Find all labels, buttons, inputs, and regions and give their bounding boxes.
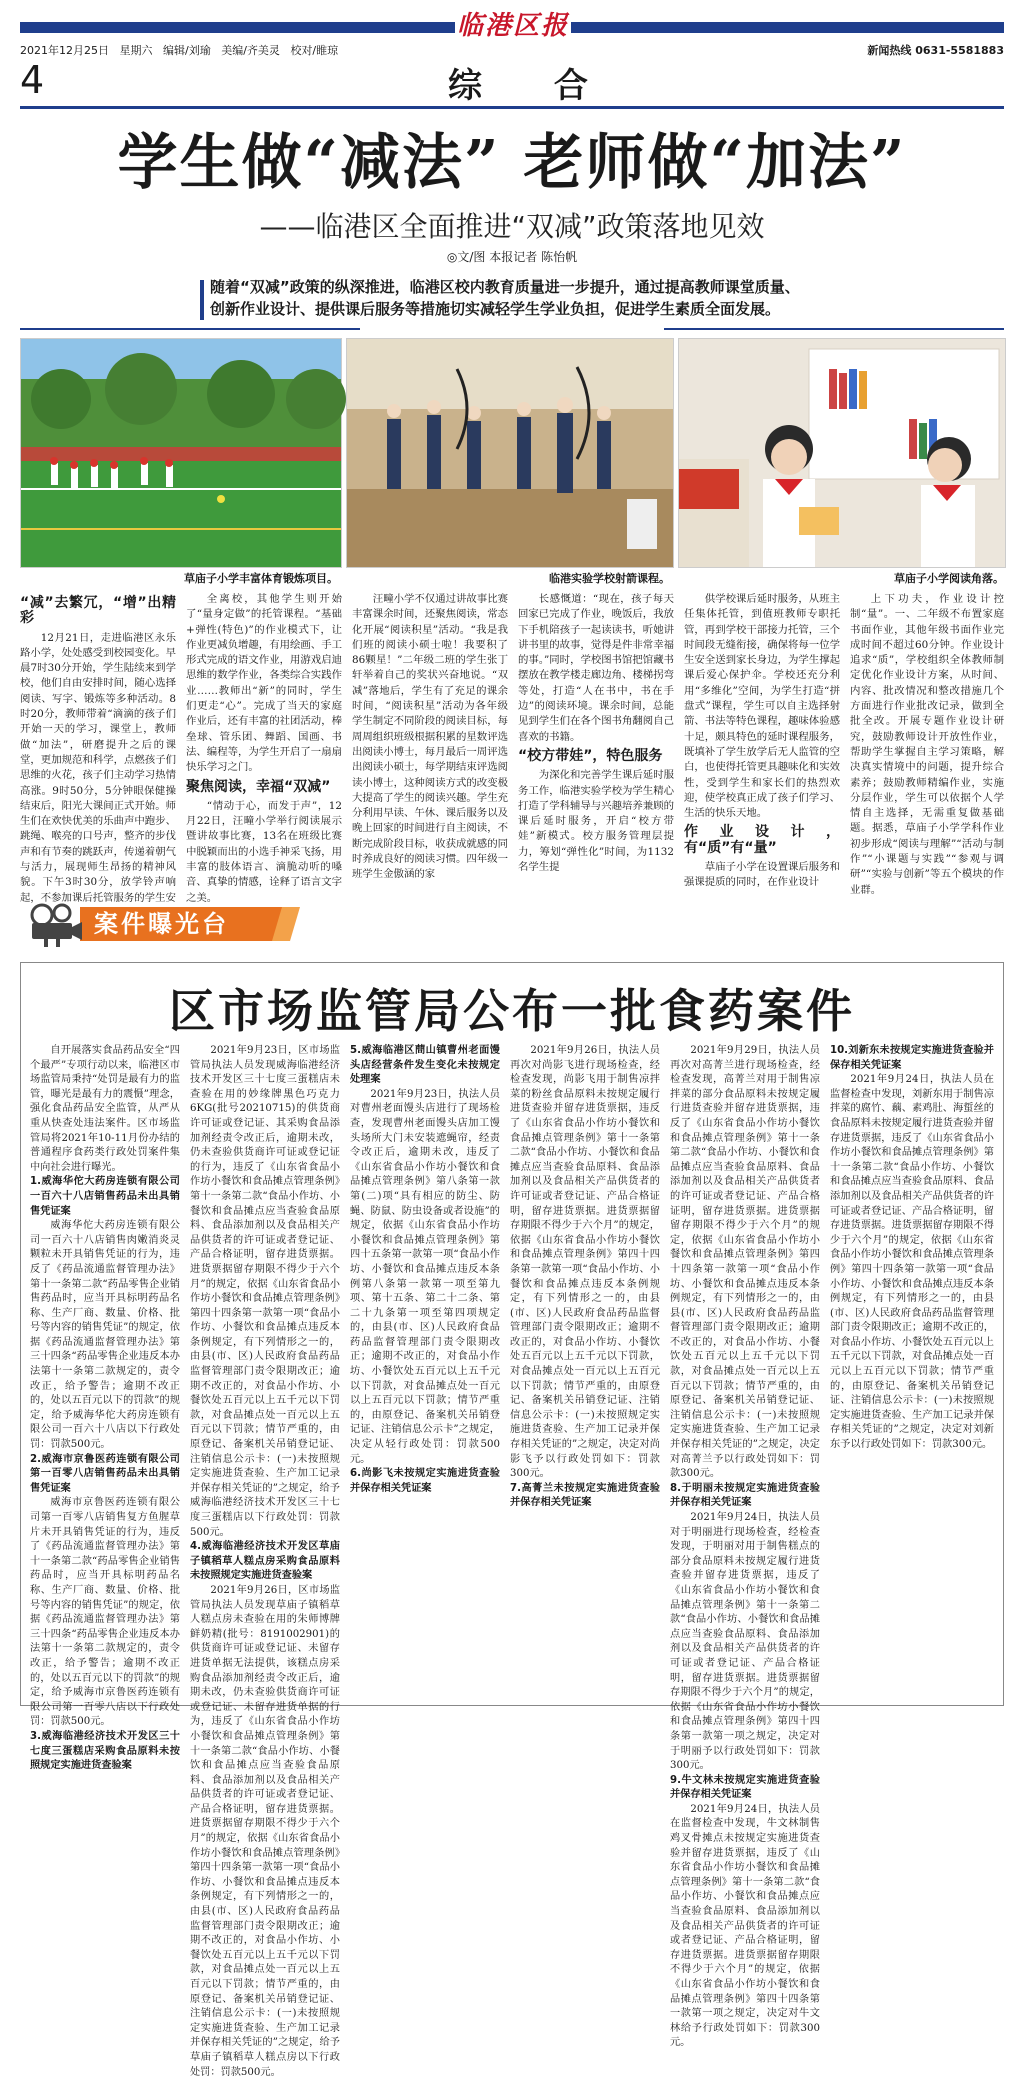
- article-column-1: [20, 592, 176, 904]
- header-rule: [20, 106, 1004, 109]
- article-column-6: [850, 592, 1004, 896]
- case-column-1: [30, 1044, 180, 1772]
- photo-sports-field: [20, 338, 342, 568]
- case-exposure-banner: [20, 897, 300, 949]
- photo-caption-2: 临港实验学校射箭课程。: [549, 572, 670, 585]
- case-heading-10: 10.刘新东未按规定实施进货查验并保存相关凭证案: [830, 1045, 994, 1071]
- proofreader: 校对/睢琼: [290, 44, 339, 57]
- article-paragraph: 长感慨道：“现在，孩子每天回家已完成了作业，晚饭后，我放下手机陪孩子一起读读书，听她讲讲书里的故事，觉得是件非常幸福的事。”同时，学校图书馆把馆藏书摆放在教学楼走廊边角、楼梯拐弯等处，打造“人在书中，书在手边”的阅读环境。课余时间，总能见到学生们在各个图书角翻阅自己喜欢的书籍。: [518, 593, 674, 743]
- designer: 美编/齐美灵: [221, 44, 280, 57]
- case-column-3: [350, 1044, 500, 1694]
- case-heading-7: 7.高菁兰未按规定实施进货查验并保存相关凭证案: [510, 1482, 660, 1509]
- photo-caption-1: 草庙子小学丰富体育锻炼项目。: [184, 572, 338, 585]
- case-body: 2021年9月24日，执法人员在监督检查中发现，刘新东用于制售凉拌菜的腐竹、藕、素鸡肚、海蜇丝的食品原料未按规定履行进货查验并留存进货票据，违反了《山东省食品小作坊小餐饮和食品摊点管理条例》第十一条第二款“食品小作坊、小餐饮和食品摊点应当查验食品原料、食品添加剂以及食品相关产品供货者的许可证或者登记证、产品合格证明，留存进货票据。进货票据留存期限不得少于六个月”的规定，依据《山东省食品小作坊小餐饮和食品摊点管理条例》第四十四条第一款第一项“食品小作坊、小餐饮和食品摊点违反本条例规定，有下列情形之一的，由县(市、区)人民政府食品药品监督管理部门责令限期改正；逾期不改正的，对食品小作坊、小餐饮处五百元以上五千元以下罚款，对食品摊点处一百元以上五百元以下罚款；情节严重的，由原登记、备案机关吊销登记证、注销信息公示卡：(一)未按照规定实施进货查验、生产加工记录并保存相关凭证的”之规定，决定对刘新东予以行政处罚如下：罚款300元。: [830, 1074, 994, 1451]
- case-heading-9: 9.牛文林未按规定实施进货查验并保存相关凭证案: [670, 1774, 820, 1801]
- case-heading-1: 1.威海华佗大药房连锁有限公司一百六十八店销售药品未出具销售凭证案: [30, 1176, 180, 1217]
- article-paragraph: 供学校课后延时服务，从班主任集体托管，到值班教师专职托管，再到学校干部接力托管，三个时间段无缝衔接，确保将每一位学生安全送到家长身边，为学生撑起课后爱心保护伞。学校还充分利用“多维化”空间，为学生打造“拼盘式”课程，学生可以自主选择射箭、书法等特色课程，趣味体验感十足，颇具特色的延时课程服务，既填补了学生放学后无人监管的空白，也使得托管更具趣味化和实效性，受到学生和家长们的热烈欢迎，使学校真正成了孩子们学习、生活的快乐天地。: [684, 593, 840, 820]
- newspaper-title: 临港区报: [456, 11, 569, 41]
- section-title: 综 合: [448, 66, 618, 106]
- article-paragraph: “情动于心，而发于声”，12月22日，汪疃小学举行阅读展示暨讲故事比赛，13名在班级比赛中脱颖而出的小选手神采飞扬，用丰富的肢体语言、滴脆动听的嗓音、真挚的情感，诠释了语言文字之美。: [186, 799, 342, 904]
- case-body: 2021年9月23日，执法人员对曹州老面馒头店进行了现场检查，发现曹州老面馒头店加工馒头场所大门未安装遮蝇帘，经责令改正后，逾期未改，违反了《山东省食品小作坊小餐饮和食品摊点管理条例》第八条第一款第(二)项“具有相应的防尘、防蝇、防鼠、防虫设备或者设施”的规定，依据《山东省食品小作坊小餐饮和食品摊点管理条例》第四十五条第一款第一项“食品小作坊、小餐饮和食品摊点违反本条例第八条第一款第一项至第九项、第十五条、第二十二条、第二十九条第一项至第四项规定的，由县(市、区)人民政府食品药品监督管理部门责令限期改正；逾期不改正的，对食品小作坊、小餐饮处五百元以上五千元以下罚款，对食品摊点处一百元以上五百元以下罚款；情节严重的，由原登记、备案机关吊销登记证、注销信息公示卡”之规定，决定从轻行政处罚：罚款500元。: [350, 1088, 500, 1465]
- case-body: 2021年9月24日，执法人员在监督检查中发现，牛文林制售鸡叉骨摊点未按规定实施进货查验并留存进货票据，违反了《山东省食品小作坊小餐饮和食品摊点管理条例》第十一条第二款“食品小作坊、小餐饮和食品摊点应当查验食品原料、食品添加剂以及食品相关产品供货者的许可证或者登记证、产品合格证明，留存进货票据。进货票据留存期限不得少于六个月”的规定，依据《山东省食品小作坊小餐饮和食品摊点管理条例》第四十四条第一款第一项之规定，决定对牛文林给予行政处罚如下：罚款300元。: [670, 1803, 820, 2049]
- article-subheading-3: “校方带娃”，特色服务: [518, 747, 663, 764]
- article-paragraph: 12月21日，走进临港区永乐路小学，处处感受到校园变化。早晨7时30分开始，学生陆续来到学校，他们自由安排时间，随心选择阅读、写字、锻炼等多种活动。8时20分，教师带着“滴滴的孩子们开始一天的学习，课堂上，教师做“加法”，研磨提升之后的课堂，更加规范和科学，点燃孩子们思维的火花，孩子们主动学习热情高涨。9时50分，5分钟眼保健操结束后，阳光大课间正式开始。师生们在欢快优美的乐曲声中跑步、跳绳、喉亮的口号声，整齐的步伐声和有节奏的跳跃声，传递着朝气与活力，展现师生昂扬的精神风貌。下午3时30分，放学铃声响起，不参加课后托管服务的学生安: [20, 631, 176, 904]
- case-heading-5: 5.威海临港区蔄山镇曹州老面馒头店经营条件发生变化未按规定处理案: [350, 1045, 500, 1086]
- article-column-5: [684, 592, 840, 892]
- editor: 编辑/刘瑜: [163, 44, 211, 57]
- article-subheading-1: “减”去繁冗，“增”出精彩: [20, 595, 176, 627]
- case-heading-6: 6.尚影飞未按规定实施进货查验并保存相关凭证案: [350, 1468, 500, 1494]
- case-section-title: 区市场监管局公布一批食药案件: [169, 984, 855, 1038]
- issue-date: 2021年12月25日: [20, 44, 109, 57]
- article-paragraph: 草庙子小学在设置课后服务和强课提质的同时，在作业设计: [684, 861, 840, 889]
- issue-date-line: [20, 42, 338, 58]
- case-heading-3: 3.威海临港经济技术开发区三十七度三蛋糕店采购食品原料未按照规定实施进货查验案: [30, 1730, 180, 1772]
- photo-archery-class: [346, 338, 674, 568]
- lead-rule-left: [20, 328, 360, 330]
- case-heading-2: 2.威海市京鲁医药连锁有限公司第一百零八店销售药品未出具销售凭证案: [30, 1453, 180, 1494]
- page-number: 4: [20, 58, 45, 102]
- photo-reading-corner: [678, 338, 1006, 568]
- article-paragraph: 上下功夫，作业设计控制“量”。一、二年级不布置家庭书面作业，其他年级书面作业完成时间不超过60分钟。作业设计追求“质”，学校组织全体教师制定优化作业设计方案，从时间、内容、批改情况和整改措施几个方面进行作业批改记录，做到全批全改。开展专题作业设计研究，鼓励教师设计开放性作业，帮助学生掌握自主学习策略，解决真实情境中的问题，提升综合素养；鼓励教师精编作业，实施分层作业，学生可以依据个人学情自主选择，无需重复做基础题。据悉，草庙子小学学科作业初步形成“阅读与理解”“活动与制作”“小课题与实践”“参观与调研”“实验与创新”等五个模块的作业群。: [850, 593, 1004, 896]
- lead-paragraph: 随着“双减”政策的纵深推进，临港区校内教育质量进一步提升，通过提高教师课堂质量、创新作业设计、提供课后服务等措施切实减轻学生学业负担，促进学生素质全面发展。: [210, 278, 800, 318]
- case-body: 2021年9月24日，执法人员对于明丽进行现场检查，经检查发现，于明丽对用于制售糕点的部分食品原料未按规定履行进货查验并留存进货票据，违反了《山东省食品小作坊小餐饮和食品摊点管理条例》第十一条第二款“食品小作坊、小餐饮和食品摊点应当查验食品原料、食品添加剂以及食品相关产品供货者的许可证或者登记证、产品合格证明，留存进货票据。进货票据留存期限不得少于六个月”的规定，依据《山东省食品小作坊小餐饮和食品摊点管理条例》第四十四条第一款第一项之规定，决定对于明丽予以行政处罚如下：罚款300元。: [670, 1512, 820, 1772]
- banner-label: 案件曝光台: [94, 910, 229, 938]
- case-body: 威海市京鲁医药连锁有限公司第一百零八店销售复方鱼腥草片未开具销售凭证的行为，违反了《药品流通监督管理办法》第十一条第二款“药品零售企业销售药品时，应当开具标明药品名称、生产厂商、数量、价格、批号等内容的销售凭证”的规定，依据《药品流通监督管理办法》第三十四条“药品零售企业违反本办法第十一条第二款规定的，责令改正，给予警告；逾期不改正的，处以五百元以下的罚款”的规定，给予威海市京鲁医药连锁有限公司第一百零八店以下行政处罚：罚款500元。: [30, 1497, 180, 1728]
- page-headline: 学生做“减法” 老师做“加法”: [117, 128, 907, 198]
- case-heading-4: 4.威海临港经济技术开发区草庙子镇稻草人糕点房采购食品原料未按照规定实施进货查验案: [190, 1541, 340, 1582]
- case-column-5: [670, 1044, 820, 2049]
- case-column-2: [190, 1044, 340, 2078]
- case-column-4: [510, 1044, 660, 1694]
- byline: ◎文/图 本报记者 陈怡帆: [446, 250, 578, 264]
- case-body: 威海华佗大药房连锁有限公司一百六十八店销售肉嫩消炎灵颗粒未开具销售凭证的行为，违反了《药品流通监督管理办法》第十一条第二款“药品零售企业销售药品时，应当开具标明药品名称、生产厂商、数量、价格、批号等内容的销售凭证”的规定，依据《药品流通监督管理办法》第三十四条“药品零售企业违反本办法第十一条第二款规定的，责令改正，给予警告；逾期不改正的，处以五百元以下的罚款”的规定，给予威海华佗大药房连锁有限公司一百六十八店以下行政处罚：罚款500元。: [30, 1220, 180, 1451]
- case-column-6: [830, 1044, 994, 1694]
- case-intro: 自开展落实食品药品安全“四个最严”专项行动以来，临港区市场监管局秉持“处罚是最有力的监管，曝光是最有力的震慑”理念，强化食品药品安全监管，从严从重从快查处违法案件。区市场监管局将2021年10-11月份办结的普通程序食药类行政处罚案件集中向社会进行曝光。: [30, 1045, 180, 1173]
- article-paragraph: 为深化和完善学生课后延时服务工作，临港实验学校为学生精心打造了学科辅导与兴趣培养兼顾的课后延时服务，开启“校方带娃”新模式。校方服务管理层提力，筹划“弹性化”时间，为1132名学生提: [518, 769, 674, 874]
- article-subheading-4: 作业设计，有“质”有“量”: [684, 824, 840, 856]
- article-paragraph: 汪疃小学不仅通过讲故事比赛丰富课余时间，还聚焦阅读，常态化开展“阅读积星”活动。“我是我们班的阅读小硕士啦！我要积了86颗星！”二年级二班的学生张丁轩举着自己的奖状兴奋地说。“双减”落地后，学生有了充足的课余时间，“阅读积星”活动为各年级学生制定不同阶段的阅读目标，每周周组织班级根据积累的星数评选出阅读小博士，每月最后一周评选出阅读小硕士，每学期结束评选阅读小博士，这种阅读方式的改变极大提高了学生的阅读兴趣。学生充分利用早读、午休、课后服务以及晚上回家的时间进行自主阅读，不断完成阶段目标，收获成就感的同时养成良好的阅读习惯。四年级一班学生金傲涵的家: [352, 593, 508, 881]
- case-body: 2021年9月29日，执法人员再次对高菁兰进行现场检查，经检查发现，高菁兰对用于制售凉拌菜的部分食品原料未按规定履行进货查验并留存进货票据，违反了《山东省食品小作坊小餐饮和食品摊点管理条例》第十一条第二款“食品小作坊、小餐饮和食品摊点应当查验食品原料、食品添加剂以及食品相关产品供货者的许可证或者登记证、产品合格证明，留存进货票据。进货票据留存期限不得少于六个月”的规定，依据《山东省食品小作坊小餐饮和食品摊点管理条例》第四十四条第一款第一项“食品小作坊、小餐饮和食品摊点违反本条例规定，有下列情形之一的，由县(市、区)人民政府食品药品监督管理部门责令限期改正；逾期不改正的，对食品小作坊、小餐饮处五百元以上五千元以下罚款，对食品摊点处一百元以上五百元以下罚款；情节严重的，由原登记、备案机关吊销登记证、注销信息公示卡：(一)未按照规定实施进货查验、生产加工记录并保存相关凭证的”之规定，决定对高菁兰予以行政处罚如下：罚款300元。: [670, 1045, 820, 1480]
- article-column-4: [518, 592, 674, 892]
- issue-weekday: 星期六: [119, 44, 153, 57]
- case-body: 2021年9月23日，区市场监管局执法人员发现威海临港经济技术开发区三十七度三蛋糕店未查验在用的妙缘牌黑色巧克力6KG(批号20210715)的供货商许可证或登记证、其采购食品添加剂经责令改正后，逾期未改，仍未查验供货商许可证或登记证的行为，违反了《山东省食品小作坊小餐饮和食品摊点管理条例》第十一条第二款“食品小作坊、小餐饮和食品摊点应当查验食品原料、食品添加剂以及食品相关产品供货者的许可证或者登记证、产品合格证明，留存进货票据。进货票据留存期限不得少于六个月”的规定，依据《山东省食品小作坊小餐饮和食品摊点管理条例》第四十四条第一款第一项“食品小作坊、小餐饮和食品摊点违反本条例规定，有下列情形之一的，由县(市、区)人民政府食品药品监督管理部门责令限期改正；逾期不改正的，对食品小作坊、小餐饮处五百元以上五千元以下罚款，对食品摊点处一百元以上五百元以下罚款；情节严重的，由原登记、备案机关吊销登记证、注销信息公示卡：(一)未按照规定实施进货查验、生产加工记录并保存相关凭证的”之规定，给予威海临港经济技术开发区三十七度三蛋糕店以下行政处罚：罚款500元。: [190, 1045, 340, 1538]
- case-body: 2021年9月26日，区市场监管局执法人员发现草庙子镇稻草人糕点房未查验在用的朱师博牌鲜奶精(批号：8191002901)的供货商许可证或登记证、未留存进货单据无法提供，该糕点房采购食品添加剂经责令改正后，逾期未改，仍未查验供货商许可证或登记证、未留存进货单据的行为，违反了《山东省食品小作坊小餐饮和食品摊点管理条例》第十一条第二款“食品小作坊、小餐饮和食品摊点应当查验食品原料、食品添加剂以及食品相关产品供货者的许可证或者登记证、产品合格证明，留存进货票据。进货票据留存期限不得少于六个月”的规定，依据《山东省食品小作坊小餐饮和食品摊点管理条例》第四十四条第一款第一项“食品小作坊、小餐饮和食品摊点违反本条例规定，有下列情形之一的，由县(市、区)人民政府食品药品监督管理部门责令限期改正；逾期不改正的，对食品小作坊、小餐饮处五百元以上五千元以下罚款，对食品摊点处一百元以上五百元以下罚款；情节严重的，由原登记、备案机关吊销登记证、注销信息公示卡：(一)未按照规定实施进货查验、生产加工记录并保存相关凭证的”之规定，给予草庙子镇稻草人糕点房以下行政处罚：罚款500元。: [190, 1584, 340, 2078]
- lead-accent-bar: [200, 280, 204, 320]
- article-subheading-2: 聚焦阅读，幸福“双减”: [186, 778, 331, 795]
- article-paragraph: 全离校，其他学生则开始了“量身定做”的托管课程。“基础+弹性(特色)”的作业模式下，让作业更减负增趣，有用绘画、手工形式完成的语文作业，用游戏启迪思维的数学作业，各类综合实践作业……教师出“新”的同时，学生们更走“心”。完成了当天的家庭作业后，还有丰富的社团活动，棒垒球、管乐团、舞蹈、国画、书法、编程等，为学生开启了一扇扇快乐学习之门。: [186, 593, 342, 774]
- photo-caption-3: 草庙子小学阅读角落。: [894, 572, 1004, 585]
- case-body: 2021年9月26日，执法人员再次对尚影飞进行现场检查，经检查发现，尚影飞用于制售凉拌菜的粉丝食品原料未按规定履行进货查验并留存进货票据，违反了《山东省食品小作坊小餐饮和食品摊点管理条例》第十一条第二款“食品小作坊、小餐饮和食品摊点应当查验食品原料、食品添加剂以及食品相关产品供货者的许可证或者登记证、产品合格证明，留存进货票据。进货票据留存期限不得少于六个月”的规定，依据《山东省食品小作坊小餐饮和食品摊点管理条例》第四十四条第一款第一项“食品小作坊、小餐饮和食品摊点违反本条例规定，有下列情形之一的，由县(市、区)人民政府食品药品监督管理部门责令限期改正；逾期不改正的，对食品小作坊、小餐饮处五百元以上五千元以下罚款，对食品摊点处一百元以上五百元以下罚款；情节严重的，由原登记、备案机关吊销登记证、注销信息公示卡：(一)未按照规定实施进货查验、生产加工记录并保存相关凭证的”之规定，决定对尚影飞予以行政处罚如下：罚款300元。: [510, 1045, 660, 1480]
- news-hotline: 新闻热线 0631-5581883: [867, 44, 1004, 57]
- lead-rule-right: [664, 328, 1004, 330]
- case-heading-8: 8.于明丽未按规定实施进货查验并保存相关凭证案: [670, 1482, 820, 1509]
- article-column-2: [186, 592, 342, 904]
- article-column-3: [352, 592, 508, 892]
- page-subheadline: ——临港区全面推进“双减”政策落地见效: [259, 210, 765, 243]
